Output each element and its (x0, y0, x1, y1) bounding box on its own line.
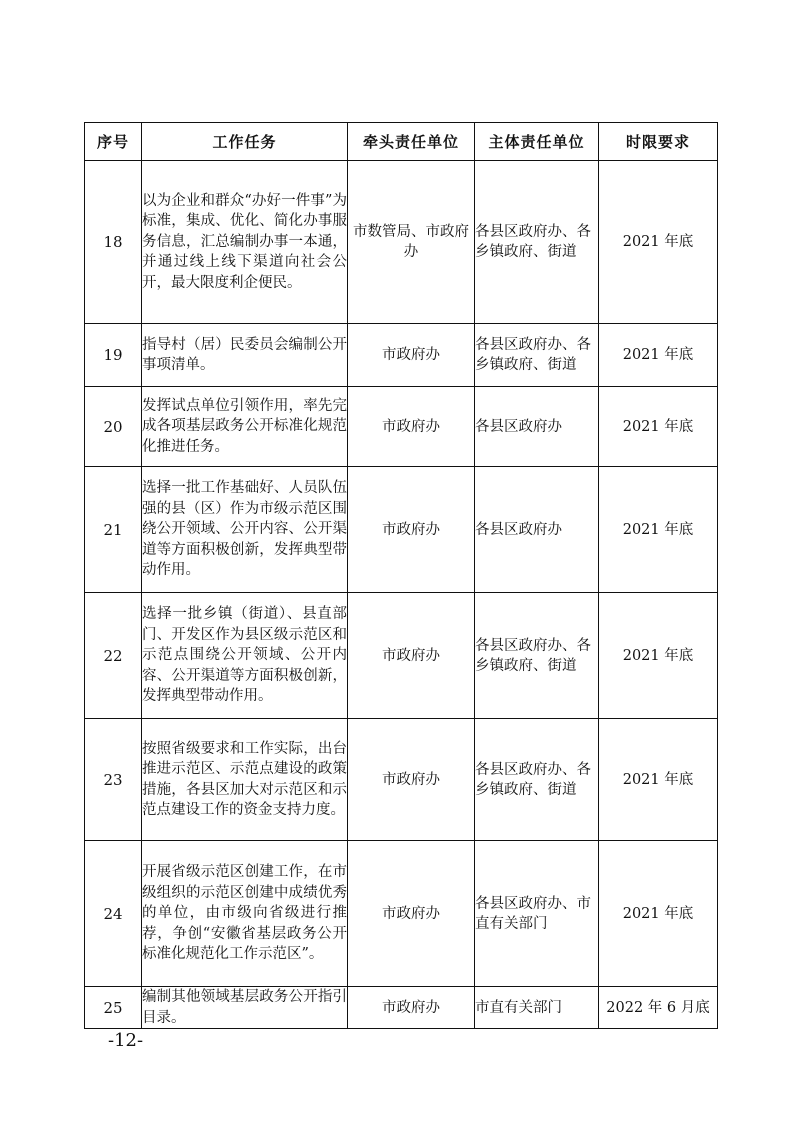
row-number: 18 (85, 161, 142, 324)
row-main-unit: 各县区政府办、各乡镇政府、街道 (475, 719, 599, 841)
row-lead-unit: 市政府办 (348, 467, 475, 593)
row-task: 选择一批工作基础好、人员队伍强的县（区）作为市级示范区围绕公开领域、公开内容、公开渠道等方面积极创新，发挥典型带动作用。 (142, 467, 348, 593)
row-number: 21 (85, 467, 142, 593)
row-deadline: 2021 年底 (599, 161, 718, 324)
row-deadline: 2021 年底 (599, 593, 718, 719)
row-deadline: 2021 年底 (599, 387, 718, 467)
row-deadline: 2021 年底 (599, 841, 718, 987)
row-main-unit: 各县区政府办、各乡镇政府、街道 (475, 161, 599, 324)
row-task: 指导村（居）民委员会编制公开事项清单。 (142, 324, 348, 387)
row-main-unit: 各县区政府办 (475, 467, 599, 593)
row-task: 选择一批乡镇（街道）、县直部门、开发区作为县区级示范区和示范点围绕公开领域、公开内容、公开渠道等方面积极创新，发挥典型带动作用。 (142, 593, 348, 719)
row-deadline: 2021 年底 (599, 324, 718, 387)
row-task: 发挥试点单位引领作用，率先完成各项基层政务公开标准化规范化推进任务。 (142, 387, 348, 467)
header-deadline: 时限要求 (599, 123, 718, 161)
row-deadline: 2021 年底 (599, 467, 718, 593)
page-number: -12- (108, 1030, 144, 1051)
row-main-unit: 各县区政府办 (475, 387, 599, 467)
row-main-unit: 市直有关部门 (475, 987, 599, 1029)
row-lead-unit: 市政府办 (348, 324, 475, 387)
table-row (85, 987, 718, 1029)
row-number: 22 (85, 593, 142, 719)
table-header-row (85, 123, 718, 161)
row-number: 24 (85, 841, 142, 987)
row-number: 23 (85, 719, 142, 841)
header-no: 序号 (85, 123, 142, 161)
table-row (85, 719, 718, 841)
row-lead-unit: 市政府办 (348, 987, 475, 1029)
header-main-unit: 主体责任单位 (475, 123, 599, 161)
row-task: 以为企业和群众“办好一件事”为标准，集成、优化、简化办事服务信息，汇总编制办事一本通，并通过线上线下渠道向社会公开，最大限度利企便民。 (142, 161, 348, 324)
table-row (85, 324, 718, 387)
row-lead-unit: 市政府办 (348, 719, 475, 841)
row-number: 19 (85, 324, 142, 387)
row-number: 25 (85, 987, 142, 1029)
table-row (85, 467, 718, 593)
row-task: 按照省级要求和工作实际，出台推进示范区、示范点建设的政策措施，各县区加大对示范区和示范点建设工作的资金支持力度。 (142, 719, 348, 841)
row-task: 编制其他领域基层政务公开指引目录。 (142, 987, 348, 1029)
row-lead-unit: 市数管局、市政府办 (348, 161, 475, 324)
row-deadline: 2021 年底 (599, 719, 718, 841)
row-main-unit: 各县区政府办、市直有关部门 (475, 841, 599, 987)
row-task: 开展省级示范区创建工作，在市级组织的示范区创建中成绩优秀的单位，由市级向省级进行推荐，争创“安徽省基层政务公开标准化规范化工作示范区”。 (142, 841, 348, 987)
header-task: 工作任务 (142, 123, 348, 161)
table-row (85, 161, 718, 324)
task-table (84, 122, 718, 1029)
row-lead-unit: 市政府办 (348, 387, 475, 467)
row-deadline: 2022 年 6 月底 (599, 987, 718, 1029)
row-lead-unit: 市政府办 (348, 593, 475, 719)
row-main-unit: 各县区政府办、各乡镇政府、街道 (475, 324, 599, 387)
row-main-unit: 各县区政府办、各乡镇政府、街道 (475, 593, 599, 719)
table-row (85, 593, 718, 719)
row-lead-unit: 市政府办 (348, 841, 475, 987)
row-number: 20 (85, 387, 142, 467)
header-lead-unit: 牵头责任单位 (348, 123, 475, 161)
table-row (85, 841, 718, 987)
table-row (85, 387, 718, 467)
